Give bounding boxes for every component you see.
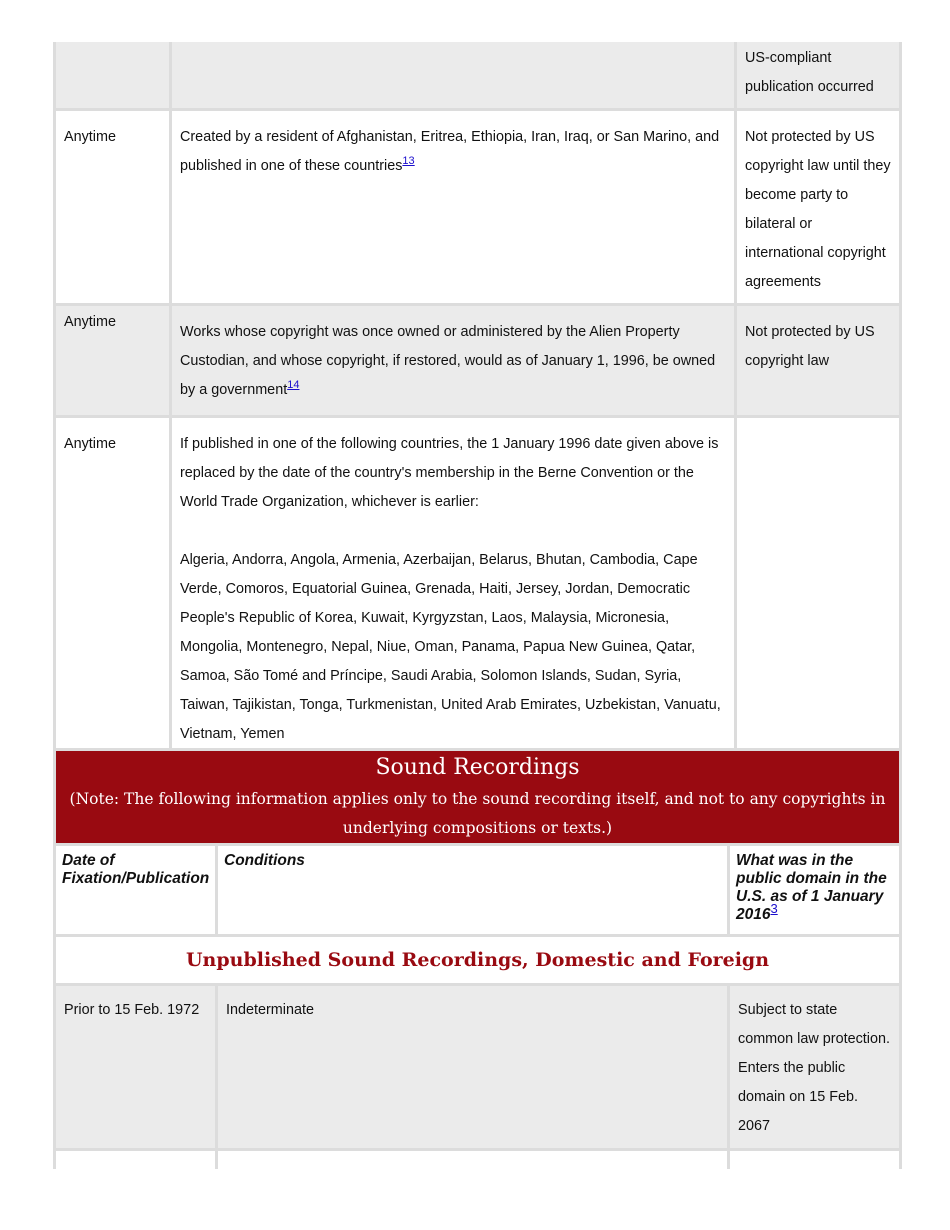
column-header-status-text: What was in the public domain in the U.S. as of 1 January 2016: [736, 852, 887, 923]
footnote-link[interactable]: 3: [770, 900, 778, 916]
conditions-text: Created by a resident of Afghanistan, Eritrea, Ethiopia, Iran, Iraq, or San Marino, and published in one of these countries: [180, 129, 720, 174]
table-row: [55, 1150, 901, 1170]
country-list: Algeria, Andorra, Angola, Armenia, Azerbaijan, Belarus, Bhutan, Cambodia, Cape Verde, Comoros, Equatorial Guinea, Grenada, Haiti, Jersey, Jordan, Democratic People's Republic of Korea, Kuwait, Kyrgyzstan, Laos, Malaysia, Micronesia, Mongolia, Montenegro, Nepal, Niue, Oman, Panama, Papua New Guinea, Qatar, Samoa, São Tomé and Príncipe, Saudi Arabia, Solomon Islands, Sudan, Syria, Taiwan, Tajikistan, Tonga, Turkmenistan, United Arab Emirates, Uzbekistan, Vanuatu, Vietnam, Yemen: [180, 552, 721, 742]
column-header-status: [729, 845, 901, 936]
subsection-row: [55, 936, 901, 985]
conditions-cell: [171, 417, 736, 757]
status-cell: Not protected by US copyright law: [736, 305, 901, 417]
conditions-text: If published in one of the following countries, the 1 January 1996 date given above is replaced by the date of the country's membership in the Berne Convention or the World Trade Organization, whichever is earlier:: [180, 436, 719, 510]
sound-recordings-banner: [55, 750, 901, 845]
copyright-table-continued: [53, 42, 902, 758]
section-note: (Note: The following information applies only to the sound recording itself, and not to any copyrights in underlying compositions or texts.): [69, 790, 886, 837]
subsection-title: Unpublished Sound Recordings, Domestic and Foreign: [55, 936, 901, 985]
table-row: [55, 985, 901, 1150]
section-title: Sound Recordings: [375, 755, 580, 780]
date-cell: Anytime: [55, 110, 171, 305]
date-cell: [55, 42, 171, 110]
conditions-text: Works whose copyright was once owned or administered by the Alien Property Custodian, and whose copyright, if restored, would as of January 1, 1996, be owned by a government: [180, 324, 716, 398]
footnote-link[interactable]: 13: [402, 155, 415, 168]
table-row: [55, 42, 901, 110]
status-cell: Not protected by US copyright law until they become party to bilateral or international copyright agreements: [736, 110, 901, 305]
conditions-cell: [171, 42, 736, 110]
table-row: [55, 110, 901, 305]
sound-recordings-table: [53, 748, 902, 1169]
conditions-cell: [171, 110, 736, 305]
empty-cell: [55, 1150, 217, 1170]
status-cell: [736, 417, 901, 757]
date-cell: Prior to 15 Feb. 1972: [55, 985, 217, 1150]
banner-row: [55, 750, 901, 845]
empty-cell: [217, 1150, 729, 1170]
date-cell: Anytime: [55, 417, 171, 757]
table-row: [55, 417, 901, 757]
table-row: [55, 305, 901, 417]
header-row: [55, 845, 901, 936]
column-header-conditions: Conditions: [217, 845, 729, 936]
empty-cell: [729, 1150, 901, 1170]
footnote-link[interactable]: 14: [287, 379, 300, 392]
column-header-date: Date of Fixation/Publication: [55, 845, 217, 936]
status-cell: Subject to state common law protection. Enters the public domain on 15 Feb. 2067: [729, 985, 901, 1150]
conditions-cell: Indeterminate: [217, 985, 729, 1150]
date-cell: Anytime: [55, 305, 171, 417]
conditions-cell: [171, 305, 736, 417]
status-cell: US-compliant publication occurred: [736, 42, 901, 110]
